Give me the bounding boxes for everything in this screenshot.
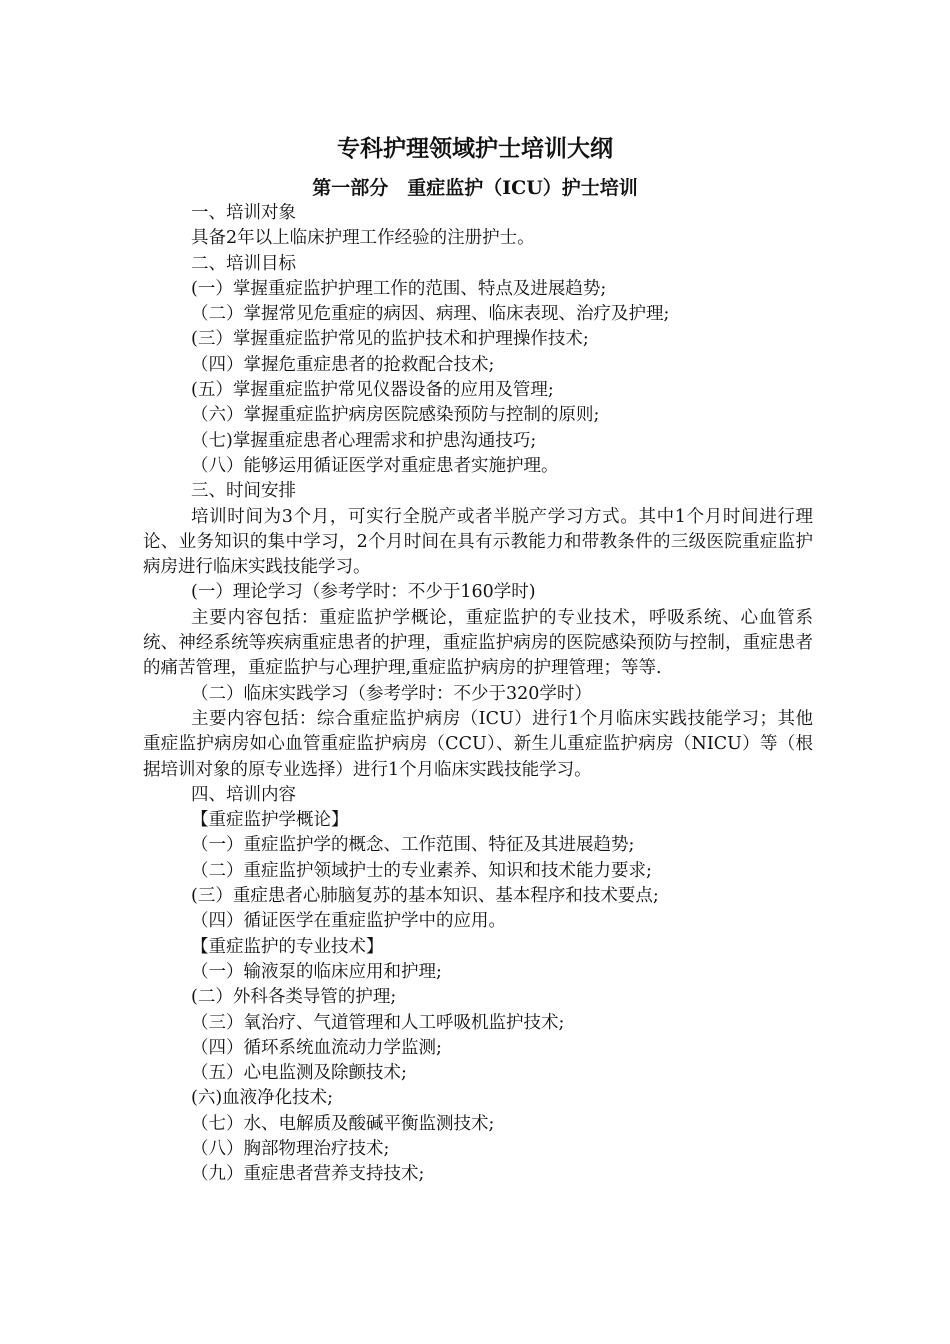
goal-item: （八）能够运用循证医学对重症患者实施护理。 [191,455,559,476]
list-item: （四）循环系统血流动力学监测; [191,1037,442,1058]
section-title: 【重症监护学概论】 [191,810,349,831]
text-line: 具备2年以上临床护理工作经验的注册护士。 [191,228,535,249]
goal-item: (三）掌握重症监护常见的监护技术和护理操作技术; [191,329,589,350]
practice-paragraph: 主要内容包括：综合重症监护病房（ICU）进行1个月临床实践技能学习；其他重症监护病房如心血管重症监护病房（CCU）、新生儿重症监护病房（NICU）等（根据培训对象的原专业选择）进行1个月临床实践技能学习。 [143,708,813,780]
heading-training-target: 一、培训对象 [191,203,296,223]
part-title: 第一部分 重症监护（ICU）护士培训 [312,177,638,199]
list-item: （九）重症患者营养支持技术; [191,1164,425,1185]
list-item: （一）输液泵的临床应用和护理; [191,961,442,982]
goal-item: （二）掌握常见危重症的病因、病理、临床表现、治疗及护理; [191,304,670,325]
goal-item: （四）掌握危重症患者的抢救配合技术; [191,354,495,375]
section-title: 【重症监护的专业技术】 [191,936,384,957]
goal-item: （六）掌握重症监护病房医院感染预防与控制的原则; [191,405,600,426]
list-item: (二）外科各类导管的护理; [191,987,397,1008]
goal-item: （七)掌握重症患者心理需求和护患沟通技巧; [191,430,537,451]
list-item: (六)血液净化技术; [191,1088,334,1109]
theory-paragraph: 主要内容包括：重症监护学概论，重症监护的专业技术，呼吸系统、心血管系统、神经系统等疾病重症患者的护理，重症监护病房的医院感染预防与控制，重症患者的痛苦管理，重症监护与心理护理,重症监护病房的护理管理；等等. [143,607,813,679]
document-title: 专科护理领域护士培训大纲 [337,135,613,162]
list-item: (三）重症患者心肺脑复苏的基本知识、基本程序和技术要点; [191,886,659,907]
heading-training-content: 四、培训内容 [191,784,296,805]
list-item: （五）心电监测及除颤技术; [191,1063,407,1084]
time-paragraph: 培训时间为3个月，可实行全脱产或者半脱产学习方式。其中1个月时间进行理论、业务知识的集中学习，2个月时间在具有示教能力和带教条件的三级医院重症监护病房进行临床实践技能学习。 [143,506,813,578]
list-item: （八）胸部物理治疗技术; [191,1138,390,1159]
heading-time-schedule: 三、时间安排 [191,481,296,502]
goal-item: (五）掌握重症监护常见仪器设备的应用及管理; [191,380,554,401]
list-item: （四）循证医学在重症监护学中的应用。 [191,911,506,932]
heading-training-goals: 二、培训目标 [191,253,296,274]
list-item: （一）重症监护学的概念、工作范围、特征及其进展趋势; [191,835,635,856]
goal-item: (一）掌握重症监护护理工作的范围、特点及进展趋势; [191,278,607,299]
document-body [143,201,813,1188]
list-item: （三）氧治疗、气道管理和人工呼吸机监护技术; [191,1012,565,1033]
list-item: （七）水、电解质及酸碱平衡监测技术; [191,1113,495,1134]
theory-heading: (一）理论学习（参考学时：不少于160学时) [191,582,536,603]
list-item: （二）重症监护领域护士的专业素养、知识和技术能力要求; [191,860,652,881]
practice-heading: （二）临床实践学习（参考学时：不少于320学时） [191,683,592,704]
